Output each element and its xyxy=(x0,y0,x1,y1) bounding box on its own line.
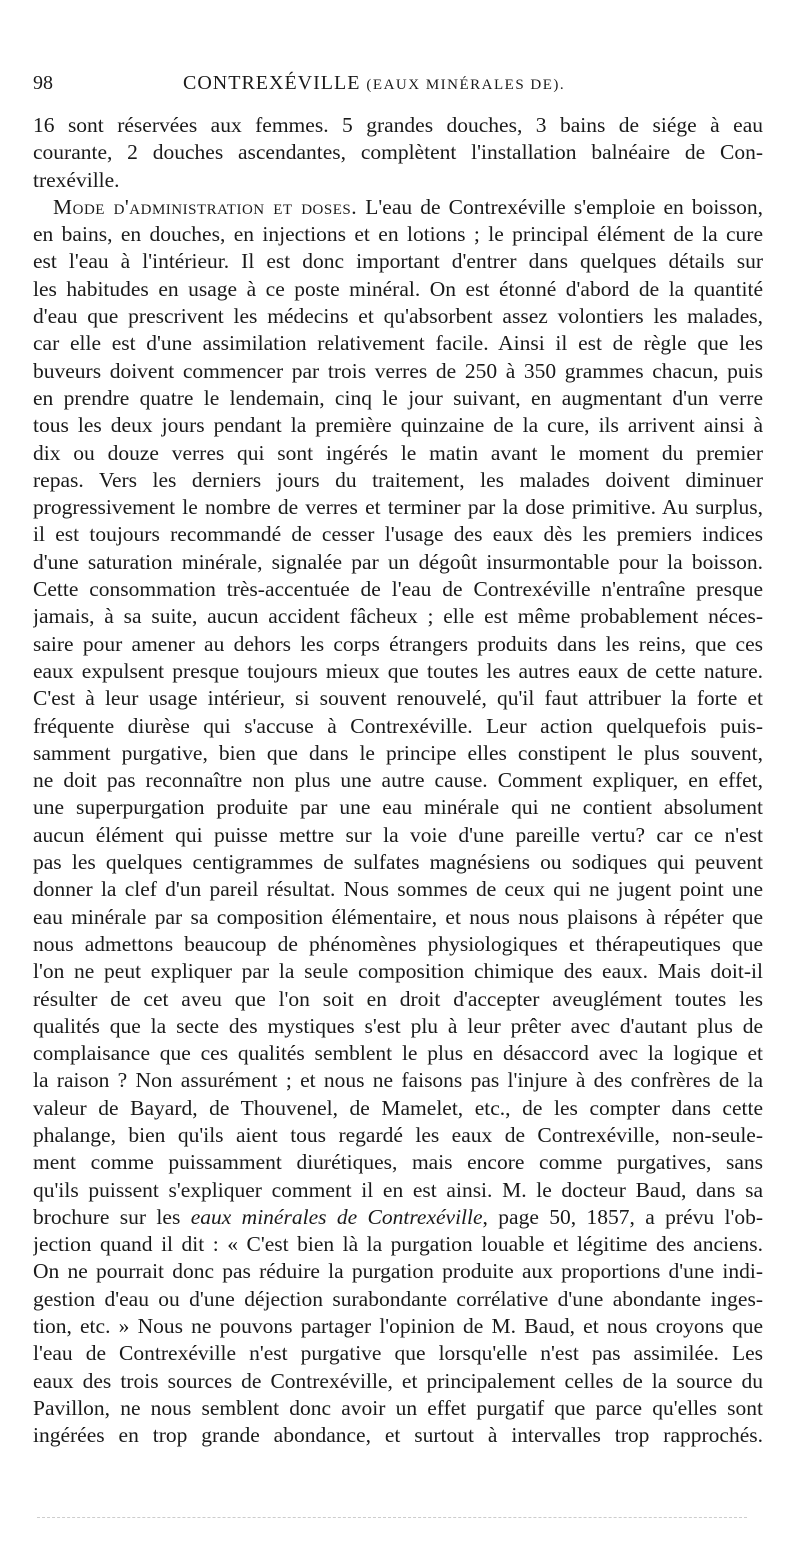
text-line: aucun élément qui puisse mettre sur la voie d'une pareille vertu? car ce n'est xyxy=(33,822,763,847)
text-line: les habitudes en usage à ce poste minéral. On est étonné d'abord de la quantité xyxy=(33,276,763,301)
text-line: résulter de cet aveu que l'on soit en droit d'accepter aveuglément toutes les xyxy=(33,986,763,1011)
text-line: complaisance que ces qualités semblent le plus en désaccord avec la logique et xyxy=(33,1041,763,1066)
text-line: tion, etc. » Nous ne pouvons partager l'opinion de M. Baud, et nous croyons que xyxy=(33,1314,763,1339)
text-line: d'une saturation minérale, signalée par un dégoût insurmontable pour la boisson. xyxy=(33,549,763,574)
text-line: progressivement le nombre de verres et terminer par la dose primitive. Au surplus, xyxy=(33,495,763,520)
text-line: en bains, en douches, en injections et en lotions ; le principal élément de la cure xyxy=(33,222,763,247)
text-line: ne doit pas reconnaître non plus une autre cause. Comment expliquer, en effet, xyxy=(33,768,763,793)
text-line: C'est à leur usage intérieur, si souvent renouvelé, qu'il faut attribuer la forte et xyxy=(33,686,763,711)
text-line: Pavillon, ne nous semblent donc avoir un effet purgatif que parce qu'elles sont xyxy=(33,1395,763,1420)
text-line: On ne pourrait donc pas réduire la purgation produite aux proportions d'une indi- xyxy=(33,1259,763,1284)
text-line: l'eau de Contrexéville n'est purgative que lorsqu'elle n'est pas assimilée. Les xyxy=(33,1341,763,1366)
text-line: trexéville. xyxy=(33,167,120,192)
text-line: est l'eau à l'intérieur. Il est donc important d'entrer dans quelques détails sur xyxy=(33,249,763,274)
text-line: tous les deux jours pendant la première quinzaine de la cure, ils arrivent ainsi à xyxy=(33,413,763,438)
text-line: ment comme puissamment diurétiques, mais encore comme purgatives, sans xyxy=(33,1150,763,1175)
section-first-line-text: L'eau de Contrexéville s'emploie en boisson, xyxy=(365,194,763,219)
text-line: courante, 2 douches ascendantes, complètent l'installation balnéaire de Con- xyxy=(33,140,763,165)
text-line: eaux des trois sources de Contrexéville, et principalement celles de la source du xyxy=(33,1368,763,1393)
text-line: jamais, à sa suite, aucun accident fâcheux ; elle est même probablement néces- xyxy=(33,604,763,629)
text-line: gestion d'eau ou d'une déjection surabondante corrélative d'une abondante inges- xyxy=(33,1286,763,1311)
text-line-with-title xyxy=(33,1204,763,1231)
cited-work-title: eaux minérales de Contrexéville xyxy=(190,1204,483,1229)
text-line: l'on ne peut expliquer par la seule composition chimique des eaux. Mais doit-il xyxy=(33,959,763,984)
section-first-line xyxy=(33,194,763,221)
running-title-main: CONTREXÉVILLE xyxy=(183,72,361,94)
running-title xyxy=(183,72,565,95)
text-line: saire pour amener au dehors les corps étrangers produits dans les reins, que ces xyxy=(33,631,763,656)
text-line: Cette consommation très-accentuée de l'eau de Contrexéville n'entraîne presque xyxy=(33,577,763,602)
text-line: jection quand il dit : « C'est bien là la purgation louable et légitime des anciens. xyxy=(33,1232,763,1257)
text-line: dix ou douze verres qui sont ingérés le matin avant le moment du premier xyxy=(33,440,763,465)
text-line: fréquente diurèse qui s'accuse à Contrexéville. Leur action quelquefois puis- xyxy=(33,713,763,738)
text-line: qualités que la secte des mystiques s'est plu à leur prêter avec d'autant plus de xyxy=(33,1013,763,1038)
text-line: d'eau que prescrivent les médecins et qu'absorbent assez volontiers les malades, xyxy=(33,304,763,329)
text-line: 16 sont réservées aux femmes. 5 grandes douches, 3 bains de siége à eau xyxy=(33,113,763,137)
book-page xyxy=(33,72,763,1450)
text-line: eau minérale par sa composition élémentaire, et nous nous plaisons à répéter que xyxy=(33,904,763,929)
text-line: repas. Vers les derniers jours du traitement, les malades doivent diminuer xyxy=(33,467,763,492)
text-line: phalange, bien qu'ils aient tous regardé les eaux de Contrexéville, non-seule- xyxy=(33,1122,763,1147)
text-line: donner la clef d'un pareil résultat. Nous sommes de ceux qui ne jugent point une xyxy=(33,877,763,902)
section-heading: Mode d'administration et doses. xyxy=(53,194,358,219)
text-line: samment purgative, bien que dans le principe elles constipent le plus souvent, xyxy=(33,740,763,765)
text-line: nous admettons beaucoup de phénomènes physiologiques et thérapeutiques que xyxy=(33,931,763,956)
text-line: pas les quelques centigrammes de sulfates magnésiens ou sodiques qui peuvent xyxy=(33,850,763,875)
running-title-sub: (EAUX MINÉRALES DE). xyxy=(366,77,566,93)
page-number: 98 xyxy=(33,72,53,94)
text-line: eaux expulsent presque toujours mieux que toutes les autres eaux de cette nature. xyxy=(33,658,763,683)
line-segment: , page 50, 1857, a prévu l'ob- xyxy=(482,1204,763,1229)
body-text xyxy=(33,112,763,1450)
text-line: la raison ? Non assurément ; et nous ne faisons pas l'injure à des confrères de la xyxy=(33,1068,763,1093)
text-line: valeur de Bayard, de Thouvenel, de Mamelet, etc., de les compter dans cette xyxy=(33,1095,763,1120)
text-line: en prendre quatre le lendemain, cinq le jour suivant, en augmentant d'un verre xyxy=(33,385,763,410)
line-segment: brochure sur les xyxy=(33,1204,181,1229)
text-line: buveurs doivent commencer par trois verres de 250 à 350 grammes chacun, puis xyxy=(33,358,763,383)
text-line: une superpurgation produite par une eau minérale qui ne contient absolument xyxy=(33,795,763,820)
page-bottom-rule xyxy=(37,1517,747,1518)
text-line: qu'ils puissent s'expliquer comment il en est ainsi. M. le docteur Baud, dans sa xyxy=(33,1177,763,1202)
text-line: car elle est d'une assimilation relativement facile. Ainsi il est de règle que les xyxy=(33,331,763,356)
text-line: il est toujours recommandé de cesser l'usage des eaux dès les premiers indices xyxy=(33,522,763,547)
text-line: ingérées en trop grande abondance, et surtout à intervalles trop rapprochés. xyxy=(33,1423,763,1448)
running-header xyxy=(33,72,763,108)
